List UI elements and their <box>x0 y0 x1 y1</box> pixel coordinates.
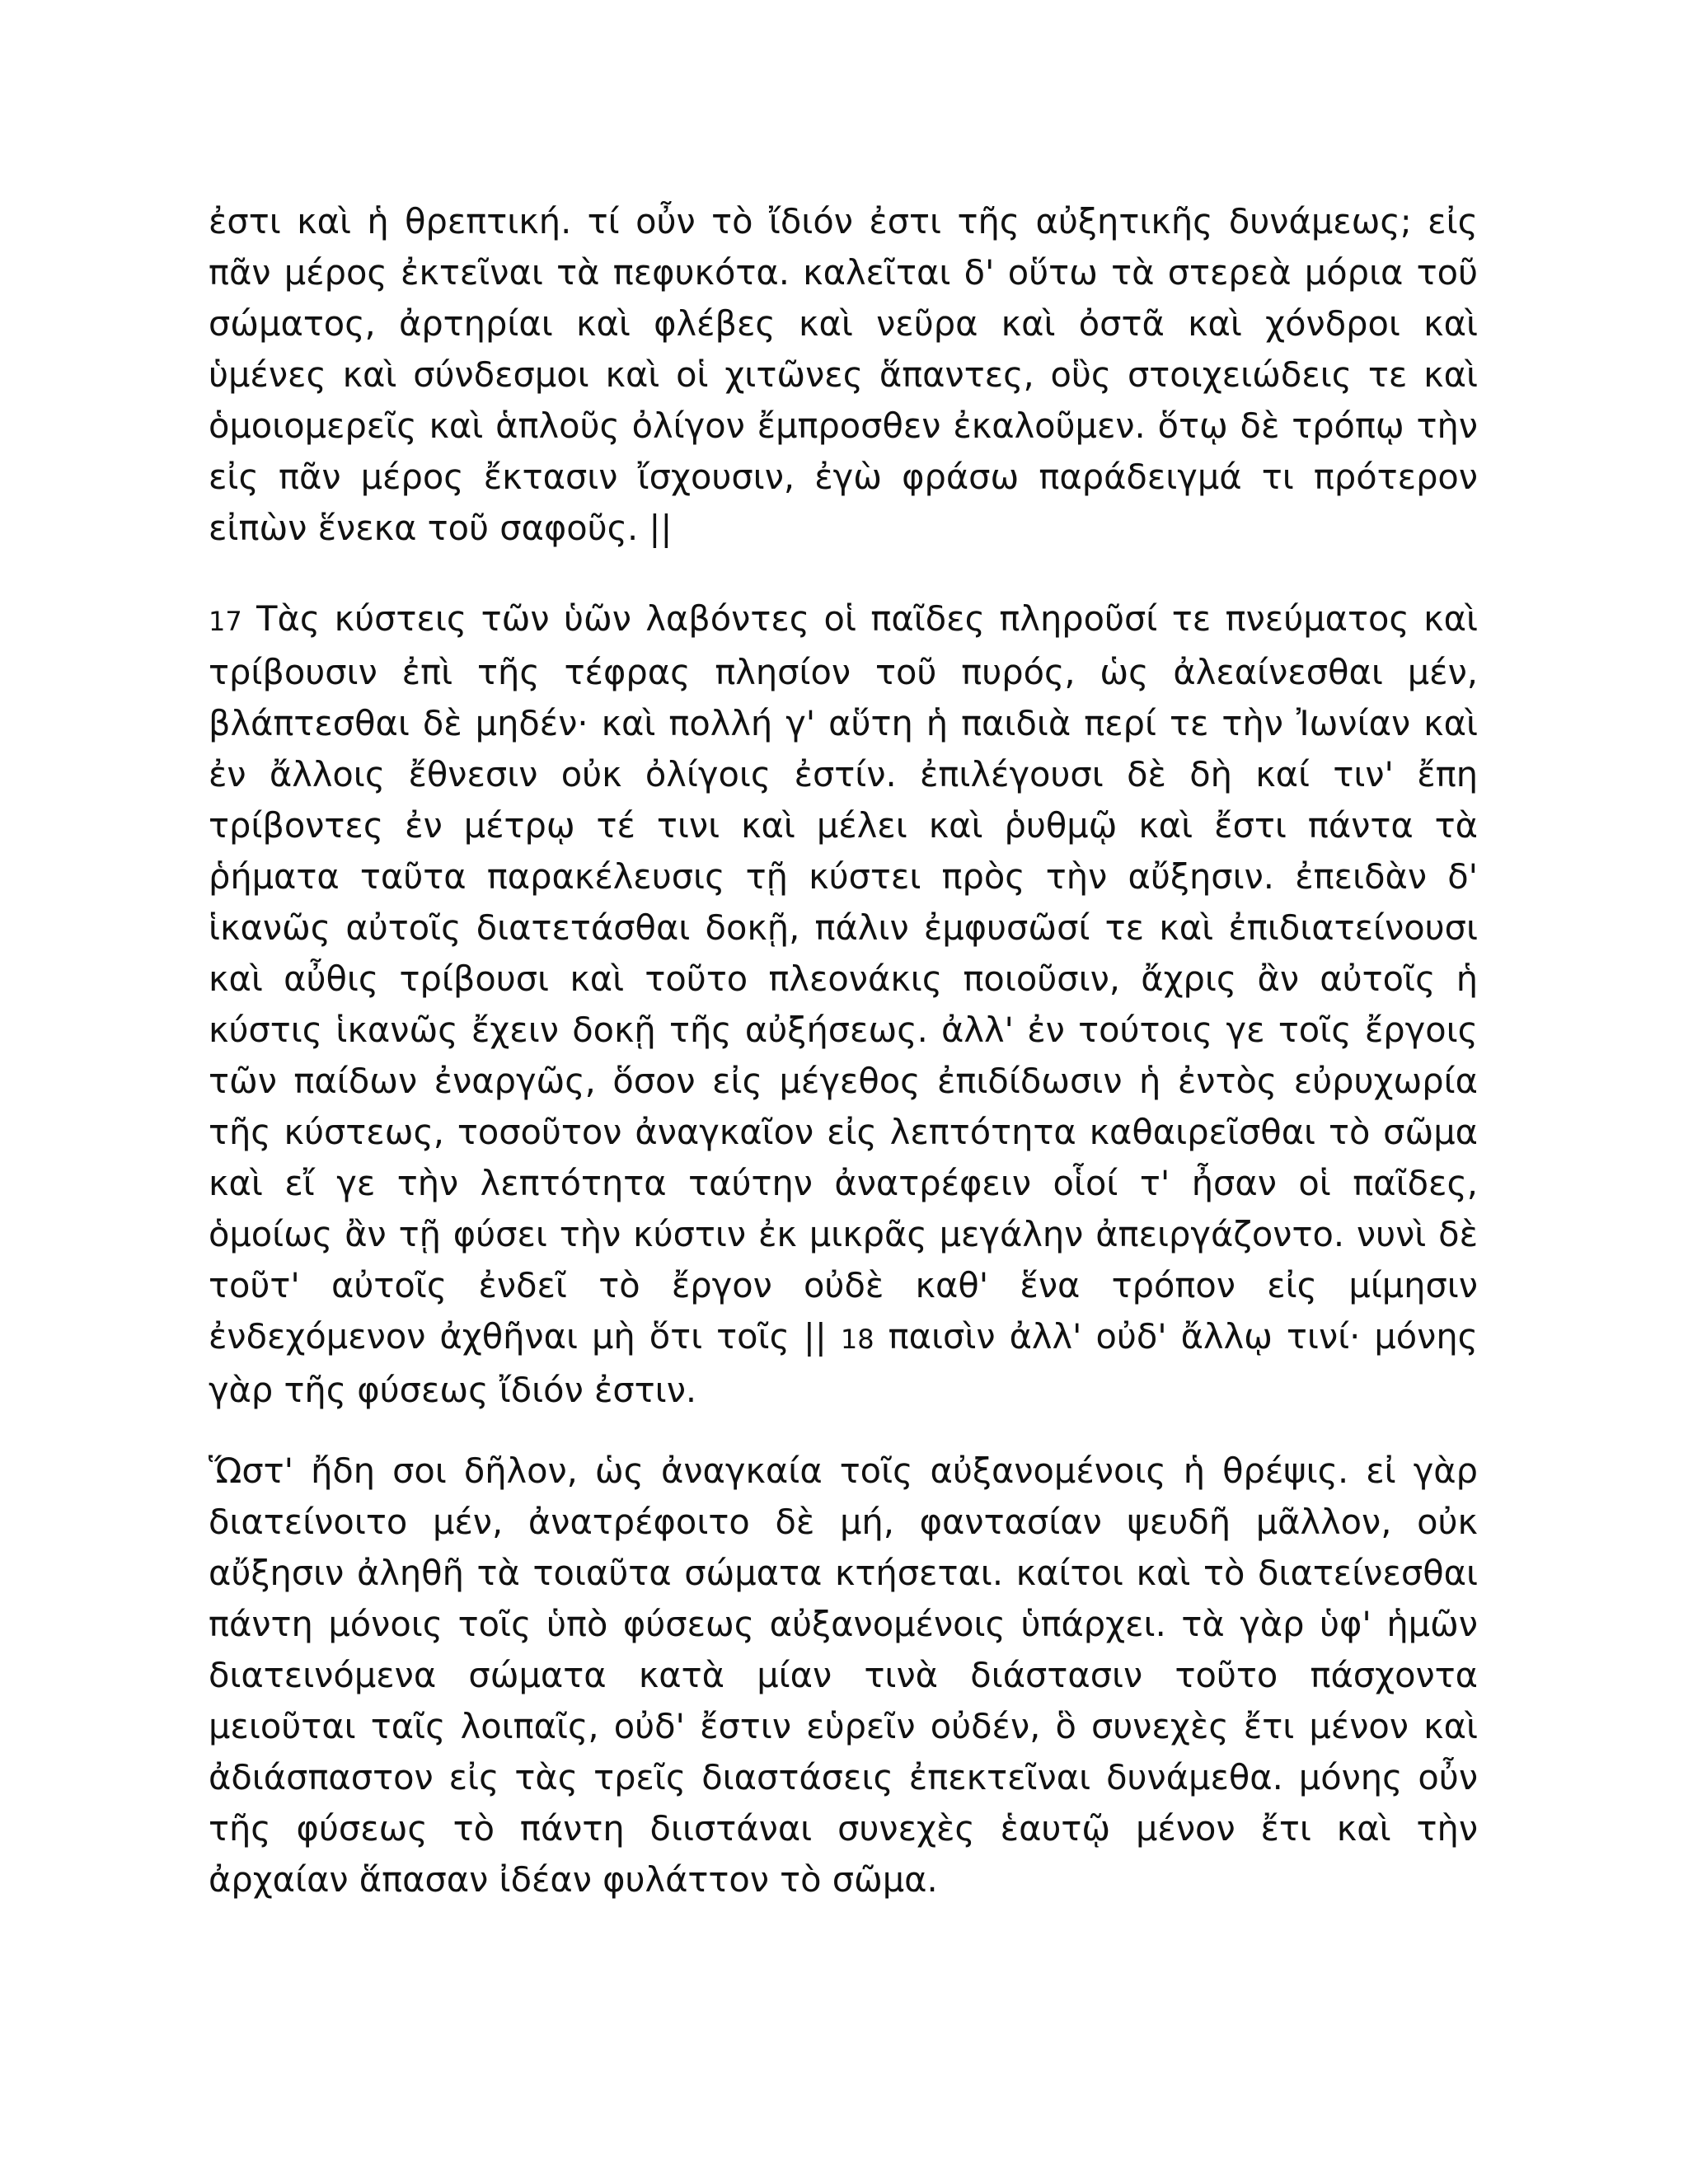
document-page <box>209 196 1478 1935</box>
paragraph-1-text: ἐστι καὶ ἡ θρεπτική. τί οὖν τὸ ἴδιόν ἐστι τῆς αὐξητικῆς δυνάμεως; εἰς πᾶν μέρος ἐκτεῖναι τὰ πεφυκότα. καλεῖται δ' οὕτω τὰ στερεὰ μόρια τοῦ σώματος, ἀρτηρίαι καὶ φλέβες καὶ νεῦρα καὶ ὀστᾶ καὶ χόνδροι καὶ ὑμένες καὶ σύνδεσμοι καὶ οἱ χιτῶνες ἅπαντες, οὓς στοιχειώδεις τε καὶ ὁμοιομερεῖς καὶ ἁπλοῦς ὀλίγον ἔμπροσθεν ἐκαλοῦμεν. ὅτῳ δὲ τρόπῳ τὴν εἰς πᾶν μέρος ἔκτασιν ἴσχουσιν, ἐγὼ φράσω παράδειγμά τι πρότερον εἰπὼν ἕνεκα τοῦ σαφοῦς. || <box>209 201 1478 548</box>
section-number-17: 17 <box>209 606 242 637</box>
paragraph-1 <box>209 196 1478 554</box>
section-number-18: 18 <box>840 1324 874 1355</box>
paragraph-2-text: Τὰς κύστεις τῶν ὑῶν λαβόντες οἱ παῖδες πληροῦσί τε πνεύματος καὶ τρίβουσιν ἐπὶ τῆς τέφρας πλησίον τοῦ πυρός, ὡς ἀλεαίνεσθαι μέν, βλάπτεσθαι δὲ μηδέν· καὶ πολλή γ' αὕτη ἡ παιδιὰ περί τε τὴν Ἰωνίαν καὶ ἐν ἄλλοις ἔθνεσιν οὐκ ὀλίγοις ἐστίν. ἐπιλέγουσι δὲ δὴ καί τιν' ἔπη τρίβοντες ἐν μέτρῳ τέ τινι καὶ μέλει καὶ ῥυθμῷ καὶ ἔστι πάντα τὰ ῥήματα ταῦτα παρακέλευσις τῇ κύστει πρὸς τὴν αὔξησιν. ἐπειδὰν δ' ἱκανῶς αὐτοῖς διατετάσθαι δοκῇ, πάλιν ἐμφυσῶσί τε καὶ ἐπιδιατείνουσι καὶ αὖθις τρίβουσι καὶ τοῦτο πλεονάκις ποιοῦσιν, ἄχρις ἂν αὐτοῖς ἡ κύστις ἱκανῶς ἔχειν δοκῇ τῆς αὐξήσεως. ἀλλ' ἐν τούτοις γε τοῖς ἔργοις τῶν παίδων ἐναργῶς, ὅσον εἰς μέγεθος ἐπιδίδωσιν ἡ ἐντὸς εὐρυχωρία τῆς κύστεως, τοσοῦτον ἀναγκαῖον εἰς λεπτότητα καθαιρεῖσθαι τὸ σῶμα καὶ εἴ γε τὴν λεπτότητα ταύτην ἀνατρέφειν οἷοί τ' ἦσαν οἱ παῖδες, ὁμοίως ἂν τῇ φύσει τὴν κύστιν ἐκ μικρᾶς μεγάλην ἀπειργάζοντο. νυνὶ δὲ τοῦτ' αὐτοῖς ἐνδεῖ τὸ ἔργον οὐδὲ καθ' ἕνα τρόπον εἰς μίμησιν ἐνδεχόμενον ἀχθῆναι μὴ ὅτι τοῖς || <box>209 598 1478 1357</box>
paragraph-3 <box>209 1446 1478 1905</box>
paragraph-2-text-continued: παισὶν ἀλλ' οὐδ' ἄλλῳ τινί· μόνης γὰρ τῆς φύσεως ἴδιόν ἐστιν. <box>209 1316 1478 1410</box>
paragraph-3-text: Ὥστ' ἤδη σοι δῆλον, ὡς ἀναγκαία τοῖς αὐξανομένοις ἡ θρέψις. εἰ γὰρ διατείνοιτο μέν, ἀνατρέφοιτο δὲ μή, φαντασίαν ψευδῆ μᾶλλον, οὐκ αὔξησιν ἀληθῆ τὰ τοιαῦτα σώματα κτήσεται. καίτοι καὶ τὸ διατείνεσθαι πάντη μόνοις τοῖς ὑπὸ φύσεως αὐξανομένοις ὑπάρχει. τὰ γὰρ ὑφ' ἡμῶν διατεινόμενα σώματα κατὰ μίαν τινὰ διάστασιν τοῦτο πάσχοντα μειοῦται ταῖς λοιπαῖς, οὐδ' ἔστιν εὑρεῖν οὐδέν, ὃ συνεχὲς ἔτι μένον καὶ ἀδιάσπαστον εἰς τὰς τρεῖς διαστάσεις ἐπεκτεῖναι δυνάμεθα. μόνης οὖν τῆς φύσεως τὸ πάντη διιστάναι συνεχὲς ἑαυτῷ μένον ἔτι καὶ τὴν ἀρχαίαν ἅπασαν ἰδέαν φυλάττον τὸ σῶμα. <box>209 1451 1478 1900</box>
paragraph-2 <box>209 593 1478 1416</box>
